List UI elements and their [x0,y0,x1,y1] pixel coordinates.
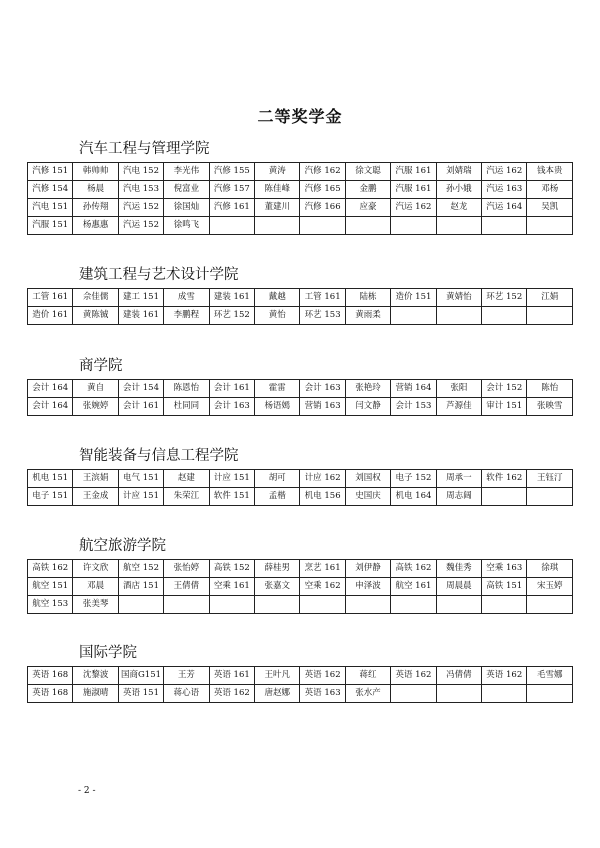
student-name-cell: 芦源佳 [436,398,481,416]
section-automotive [27,136,573,235]
class-cell: 营销 163 [300,398,345,416]
class-cell: 电子 152 [391,470,436,488]
student-name-cell: 刘婧瑞 [436,163,481,181]
class-cell [209,217,254,235]
class-cell: 会计 164 [28,380,73,398]
student-name-cell: 杨晨 [73,181,118,199]
table-row [28,307,573,325]
student-name-cell: 周志阔 [436,488,481,506]
student-name-cell: 薛桂男 [255,560,300,578]
student-name-cell: 张婉婷 [73,398,118,416]
class-cell: 计应 151 [209,470,254,488]
class-cell [300,596,345,614]
section-intelligent-equipment [27,443,573,506]
student-name-cell [527,217,573,235]
class-cell: 烹艺 161 [300,560,345,578]
student-name-cell: 张嘉文 [255,578,300,596]
student-name-cell: 金鹏 [345,181,390,199]
student-name-cell: 孟楷 [255,488,300,506]
student-name-cell: 徐鸣飞 [164,217,209,235]
class-cell: 汽运 164 [482,199,527,217]
class-cell: 造价 161 [28,307,73,325]
student-name-cell [436,217,481,235]
class-cell: 审计 151 [482,398,527,416]
student-name-cell: 朱荣江 [164,488,209,506]
student-name-cell: 黄涛 [255,163,300,181]
student-name-cell: 黄怡 [255,307,300,325]
table-row [28,380,573,398]
section-international [27,640,573,703]
class-cell: 国商G151 [118,667,163,685]
class-cell: 会计 161 [209,380,254,398]
class-cell: 会计 152 [482,380,527,398]
class-cell [118,596,163,614]
page-number: - 2 - [78,786,96,796]
student-name-cell: 王倩倩 [164,578,209,596]
class-cell: 空乘 163 [482,560,527,578]
table-row [28,470,573,488]
class-cell: 汽运 152 [118,217,163,235]
student-name-cell [527,596,573,614]
section-title: 航空旅游学院 [79,538,166,554]
student-name-cell [436,596,481,614]
class-cell: 汽运 152 [118,199,163,217]
student-name-cell: 陈恩怡 [164,380,209,398]
student-name-cell: 张艳玲 [345,380,390,398]
table-row [28,488,573,506]
student-name-cell: 徐琪 [527,560,573,578]
class-cell: 英语 168 [28,667,73,685]
student-name-cell: 霍雷 [255,380,300,398]
table-row [28,596,573,614]
class-cell: 工管 161 [300,289,345,307]
student-name-cell: 蒋心语 [164,685,209,703]
class-cell [391,307,436,325]
student-name-cell [527,685,573,703]
student-name-cell [345,596,390,614]
section-title: 商学院 [79,358,123,374]
student-name-cell: 吴凯 [527,199,573,217]
student-name-cell: 李鹏程 [164,307,209,325]
section-title: 国际学院 [79,645,137,661]
class-cell: 汽修 162 [300,163,345,181]
class-cell: 汽电 151 [28,199,73,217]
class-cell: 软件 162 [482,470,527,488]
student-name-cell: 成雪 [164,289,209,307]
student-name-cell: 倪富业 [164,181,209,199]
student-name-cell: 张阳 [436,380,481,398]
roster-table [27,379,573,416]
student-name-cell: 陈怡 [527,380,573,398]
class-cell: 英语 163 [300,685,345,703]
class-cell: 高铁 151 [482,578,527,596]
class-cell: 汽电 153 [118,181,163,199]
class-cell: 高铁 162 [28,560,73,578]
table-row [28,685,573,703]
class-cell: 汽运 163 [482,181,527,199]
student-name-cell: 张怡婷 [164,560,209,578]
student-name-cell: 冯倩倩 [436,667,481,685]
student-name-cell: 刘伊静 [345,560,390,578]
class-cell [482,307,527,325]
student-name-cell: 杜同同 [164,398,209,416]
student-name-cell: 黄雨柔 [345,307,390,325]
class-cell: 汽服 161 [391,163,436,181]
section-title: 汽车工程与管理学院 [79,141,210,157]
class-cell: 航空 153 [28,596,73,614]
student-name-cell: 王滨娟 [73,470,118,488]
page-title: 二等奖学金 [257,107,343,126]
class-cell: 会计 163 [300,380,345,398]
student-name-cell: 沈黎波 [73,667,118,685]
class-cell [391,217,436,235]
class-cell: 汽修 166 [300,199,345,217]
class-cell: 电气 151 [118,470,163,488]
student-name-cell: 陆栋 [345,289,390,307]
student-name-cell [527,488,573,506]
student-name-cell: 黄陈铖 [73,307,118,325]
student-name-cell: 王金成 [73,488,118,506]
student-name-cell: 钱本贵 [527,163,573,181]
class-cell: 航空 151 [28,578,73,596]
table-row [28,289,573,307]
class-cell: 英语 162 [300,667,345,685]
class-cell [300,217,345,235]
student-name-cell: 张映雪 [527,398,573,416]
student-name-cell: 邓杨 [527,181,573,199]
student-name-cell: 邓晨 [73,578,118,596]
student-name-cell: 宋玉婷 [527,578,573,596]
student-name-cell: 杨惠惠 [73,217,118,235]
student-name-cell: 陈佳峰 [255,181,300,199]
class-cell: 会计 153 [391,398,436,416]
class-cell: 英语 161 [209,667,254,685]
table-row [28,163,573,181]
class-cell: 英语 168 [28,685,73,703]
roster-table [27,559,573,614]
class-cell: 高铁 152 [209,560,254,578]
student-name-cell: 申泽波 [345,578,390,596]
class-cell: 计应 162 [300,470,345,488]
student-name-cell: 毛雪娜 [527,667,573,685]
class-cell: 汽服 161 [391,181,436,199]
student-name-cell: 戴越 [255,289,300,307]
student-name-cell: 张水产 [345,685,390,703]
class-cell: 英语 162 [391,667,436,685]
class-cell: 软件 151 [209,488,254,506]
class-cell: 建工 151 [118,289,163,307]
class-cell: 造价 151 [391,289,436,307]
student-name-cell [164,596,209,614]
class-cell: 会计 154 [118,380,163,398]
roster-table [27,162,573,235]
class-cell: 汽修 151 [28,163,73,181]
student-name-cell: 孙传翔 [73,199,118,217]
table-row [28,398,573,416]
class-cell [391,596,436,614]
section-architecture [27,262,573,325]
student-name-cell: 佘佳儒 [73,289,118,307]
section-title: 建筑工程与艺术设计学院 [79,267,239,283]
class-cell: 环艺 153 [300,307,345,325]
class-cell: 会计 163 [209,398,254,416]
class-cell [482,596,527,614]
class-cell: 环艺 152 [482,289,527,307]
class-cell: 汽运 162 [482,163,527,181]
student-name-cell [255,217,300,235]
class-cell: 电子 151 [28,488,73,506]
class-cell [209,596,254,614]
table-row [28,217,573,235]
student-name-cell [436,685,481,703]
student-name-cell: 江娟 [527,289,573,307]
class-cell [482,488,527,506]
student-name-cell: 韩帅帅 [73,163,118,181]
student-name-cell: 魏佳秀 [436,560,481,578]
class-cell: 汽修 154 [28,181,73,199]
student-name-cell: 李光伟 [164,163,209,181]
student-name-cell: 周承一 [436,470,481,488]
class-cell: 汽修 165 [300,181,345,199]
class-cell [391,685,436,703]
class-cell: 汽电 152 [118,163,163,181]
class-cell: 建装 161 [209,289,254,307]
section-aviation-tourism [27,533,573,614]
student-name-cell: 蒋红 [345,667,390,685]
student-name-cell: 史国庆 [345,488,390,506]
student-name-cell: 赵龙 [436,199,481,217]
student-name-cell: 应豪 [345,199,390,217]
student-name-cell: 徐国灿 [164,199,209,217]
class-cell: 工管 161 [28,289,73,307]
student-name-cell: 孙小娥 [436,181,481,199]
student-name-cell [345,217,390,235]
class-cell: 机电 151 [28,470,73,488]
student-name-cell: 周晨晨 [436,578,481,596]
class-cell: 环艺 152 [209,307,254,325]
student-name-cell: 施淑晴 [73,685,118,703]
student-name-cell: 闫文静 [345,398,390,416]
class-cell: 航空 152 [118,560,163,578]
class-cell: 机电 156 [300,488,345,506]
student-name-cell: 王叶凡 [255,667,300,685]
student-name-cell: 胡可 [255,470,300,488]
class-cell: 英语 151 [118,685,163,703]
class-cell: 空乘 162 [300,578,345,596]
class-cell: 汽修 161 [209,199,254,217]
class-cell: 英语 162 [209,685,254,703]
class-cell: 汽服 151 [28,217,73,235]
student-name-cell: 唐赵娜 [255,685,300,703]
table-row [28,667,573,685]
class-cell [482,685,527,703]
student-name-cell: 张美琴 [73,596,118,614]
student-name-cell: 刘国权 [345,470,390,488]
student-name-cell: 赵建 [164,470,209,488]
class-cell: 会计 164 [28,398,73,416]
section-title: 智能装备与信息工程学院 [79,448,239,464]
student-name-cell: 黄自 [73,380,118,398]
roster-table [27,469,573,506]
class-cell: 汽修 157 [209,181,254,199]
student-name-cell: 王芳 [164,667,209,685]
table-row [28,181,573,199]
student-name-cell [436,307,481,325]
student-name-cell: 王钰汀 [527,470,573,488]
student-name-cell [527,307,573,325]
class-cell: 机电 164 [391,488,436,506]
class-cell: 酒店 151 [118,578,163,596]
student-name-cell: 徐文聪 [345,163,390,181]
class-cell: 会计 161 [118,398,163,416]
student-name-cell: 董建川 [255,199,300,217]
table-row [28,560,573,578]
student-name-cell: 许文欣 [73,560,118,578]
roster-table [27,288,573,325]
class-cell [482,217,527,235]
section-business [27,353,573,416]
table-row [28,199,573,217]
student-name-cell: 杨语嫣 [255,398,300,416]
student-name-cell [255,596,300,614]
table-row [28,578,573,596]
class-cell: 空乘 161 [209,578,254,596]
student-name-cell: 黄婧怡 [436,289,481,307]
class-cell: 计应 151 [118,488,163,506]
class-cell: 汽运 162 [391,199,436,217]
class-cell: 建装 161 [118,307,163,325]
class-cell: 英语 162 [482,667,527,685]
class-cell: 高铁 162 [391,560,436,578]
class-cell: 营销 164 [391,380,436,398]
roster-table [27,666,573,703]
class-cell: 汽修 155 [209,163,254,181]
class-cell: 航空 161 [391,578,436,596]
